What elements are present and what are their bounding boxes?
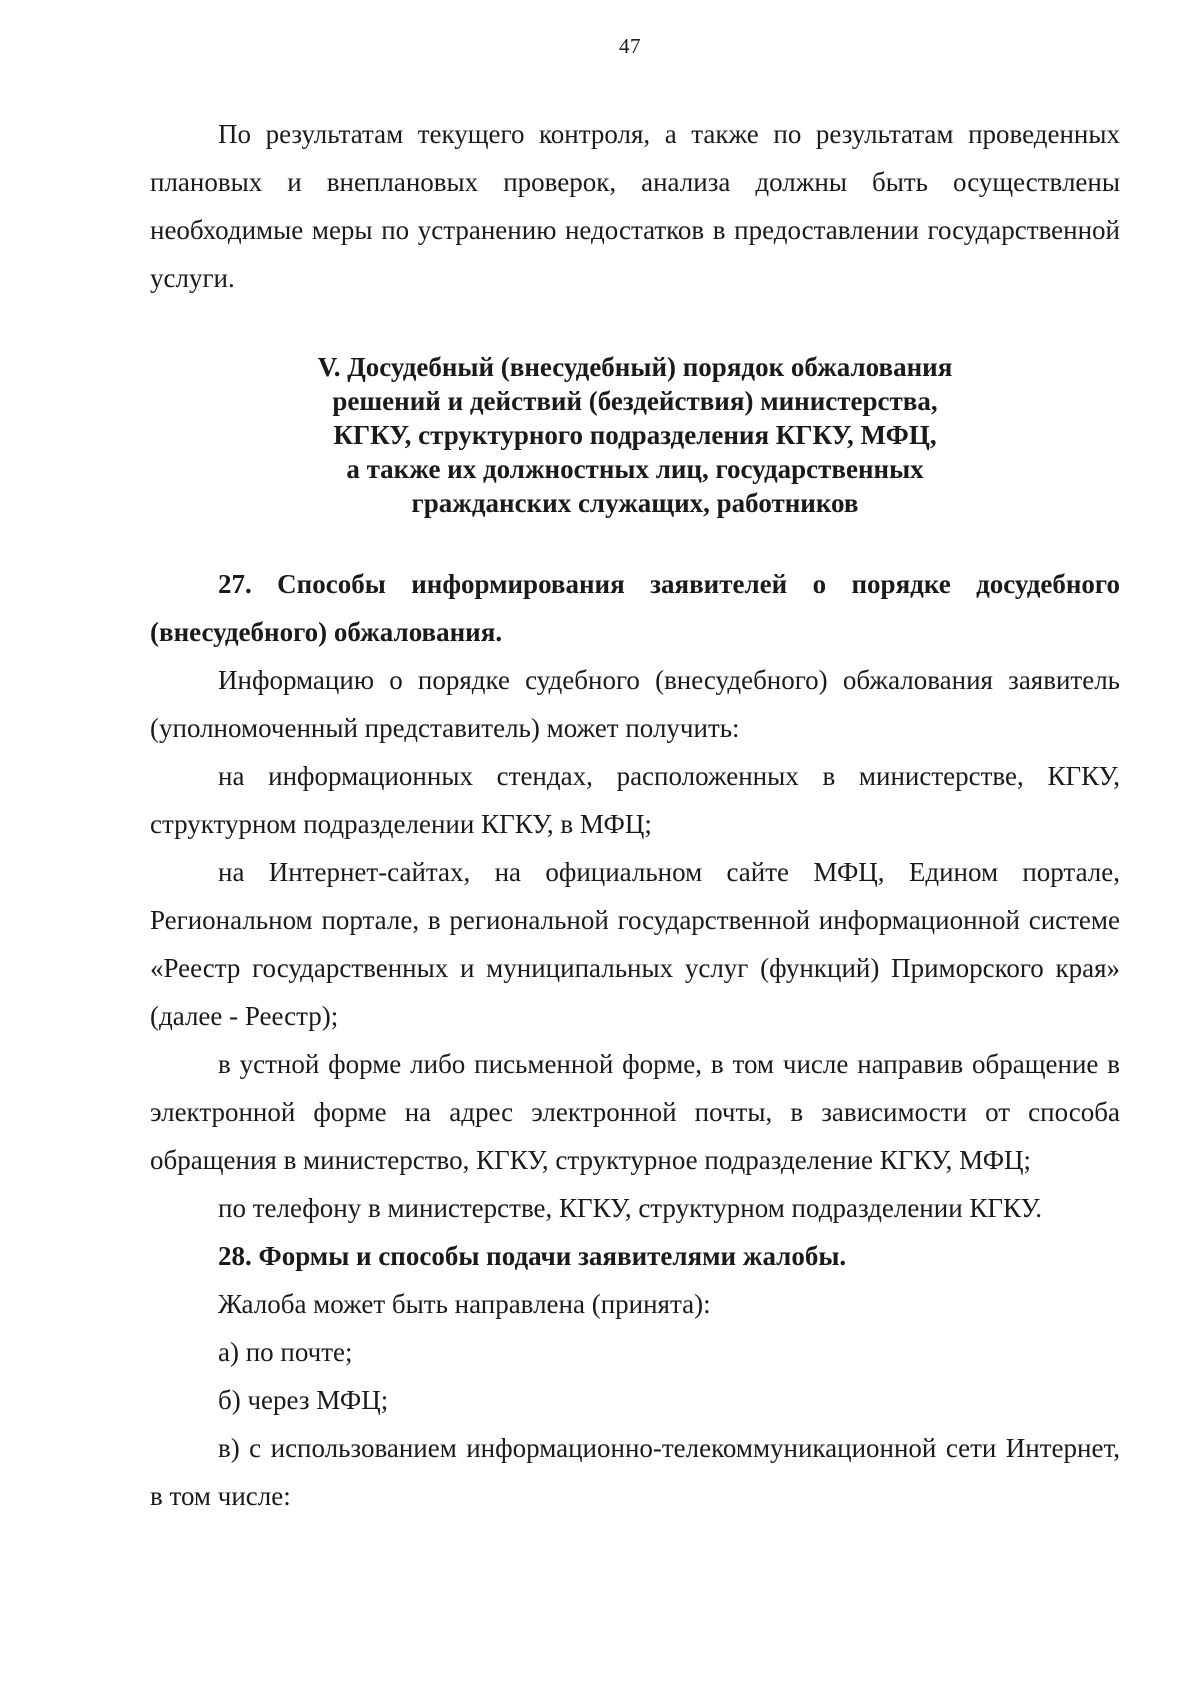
list-item: б) через МФЦ; xyxy=(218,1385,389,1415)
section-heading-line: гражданских служащих, работников xyxy=(411,488,859,518)
item-27-paragraph: на Интернет-сайтах, на официальном сайте МФЦ, Едином портале, Региональном портале, в региональной государственной информационной системе «Реестр государственных и муниципальных услуг (функций) Приморского края» (далее - Реестр); xyxy=(150,857,1120,1031)
section-heading-line: V. Досудебный (внесудебный) порядок обжалования xyxy=(317,352,953,382)
section-heading-line: КГКУ, структурного подразделения КГКУ, МФЦ, xyxy=(333,420,937,450)
item-28-paragraph: Жалоба может быть направлена (принята): xyxy=(218,1289,711,1319)
item-27-paragraph: по телефону в министерстве, КГКУ, структурном подразделении КГКУ. xyxy=(218,1193,1042,1223)
list-item: а) по почте; xyxy=(218,1337,353,1367)
list-item: в) с использованием информационно-телекоммуникационной сети Интернет, в том числе: xyxy=(150,1433,1120,1511)
item-27-paragraph: Информацию о порядке судебного (внесудебного) обжалования заявитель (уполномоченный представитель) может получить: xyxy=(150,665,1120,743)
section-heading xyxy=(150,350,1120,520)
section-heading-line: а также их должностных лиц, государственных xyxy=(346,454,924,484)
item-28-heading: 28. Формы и способы подачи заявителями жалобы. xyxy=(218,1241,847,1271)
item-27-paragraph: в устной форме либо письменной форме, в том числе направив обращение в электронной форме на адрес электронной почты, в зависимости от способа обращения в министерство, КГКУ, структурное подразделение КГКУ, МФЦ; xyxy=(150,1049,1120,1175)
item-27-heading: 27. Способы информирования заявителей о порядке досудебного (внесудебного) обжалования. xyxy=(150,569,1120,647)
page-number: 47 xyxy=(619,34,641,58)
item-27-paragraph: на информационных стендах, расположенных в министерстве, КГКУ, структурном подразделении КГКУ, в МФЦ; xyxy=(150,761,1120,839)
section-heading-line: решений и действий (бездействия) министерства, xyxy=(332,386,938,416)
document-body xyxy=(150,110,1120,1520)
intro-paragraph: По результатам текущего контроля, а также по результатам проведенных плановых и внеплановых проверок, анализа должны быть осуществлены необходимые меры по устранению недостатков в предоставлении государственной услуги. xyxy=(150,119,1120,293)
